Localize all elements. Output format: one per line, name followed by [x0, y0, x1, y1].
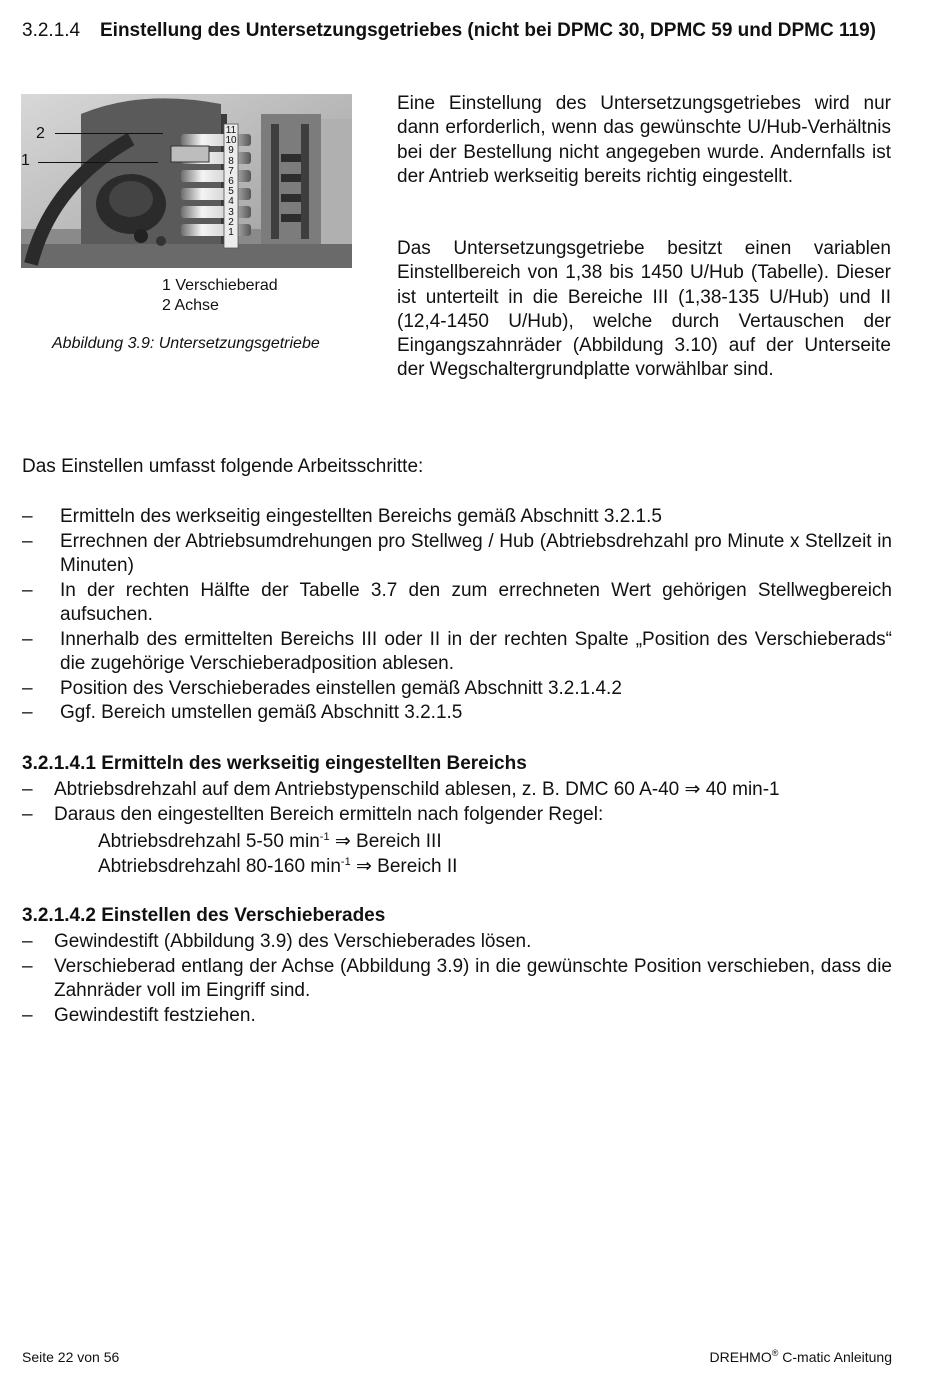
list-item: [22, 628, 892, 677]
list-dash: –: [22, 779, 33, 800]
callout-2-line: [55, 133, 163, 134]
figure-caption: Abbildung 3.9: Untersetzungsgetriebe: [52, 335, 320, 352]
list-dash: –: [22, 530, 33, 552]
list-dash: –: [22, 1004, 33, 1026]
list-item-text: Position des Verschieberades einstellen gemäß Abschnitt 3.2.1.4.2: [60, 677, 622, 699]
rule-1-text: Abtriebsdrehzahl 5-50 min: [98, 831, 320, 852]
list-item: [22, 778, 892, 803]
list-dash: –: [22, 803, 33, 825]
list-item: [22, 701, 892, 726]
figure-legend-2: 2 Achse: [162, 297, 219, 314]
section-number: 3.2.1.4: [22, 20, 81, 41]
rule-1-result: ⇒ Bereich III: [329, 831, 442, 852]
gearbox-photo: [21, 94, 352, 268]
list-item-text: Verschieberad entlang der Achse (Abbildung 3.9) in die gewünschte Position verschieben, dass die Zahnräder voll im Eingriff sind.: [54, 955, 892, 1001]
list-item-text: Ggf. Bereich umstellen gemäß Abschnitt 3.2.1.5: [60, 702, 463, 723]
footer-document-title: [710, 1349, 892, 1365]
section-heading: [22, 19, 897, 69]
list-item-text: Ermitteln des werkseitig eingestellten Bereichs gemäß Abschnitt 3.2.1.5: [60, 506, 662, 527]
section-title: Einstellung des Untersetzungsgetriebes (nicht bei DPMC 30, DPMC 59 und DPMC 119): [100, 20, 876, 41]
rule-range-ii: [98, 855, 698, 879]
callout-1-label: 1: [21, 152, 30, 169]
list-item: [22, 579, 892, 628]
list-item: [22, 505, 892, 530]
gearbox-illustration: [21, 94, 352, 268]
intro-paragraph-2: Das Untersetzungsgetriebe besitzt einen variablen Einstellbereich von 1,38 bis 1450 U/Hub (Tabelle). Dieser ist unterteilt in die Bereiche III (1,38-135 U/Hub) und II (12,4-1450 U/Hub), welche durch Vertauschen der Eingangszahnräder (Abbildung 3.10) auf der Unterseite der Wegschaltergrundplatte vorwählbar sind.: [397, 238, 891, 381]
rule-2-text: Abtriebsdrehzahl 80-160 min: [98, 856, 341, 877]
list-item: [22, 930, 892, 955]
rule-range-iii: [98, 830, 698, 854]
figure-legend-1: 1 Verschieberad: [162, 277, 278, 294]
list-item-text: Innerhalb des ermittelten Bereichs III oder II in der rechten Spalte „Position des Verschieberads“ die zugehörige Verschieberadposition ablesen.: [60, 628, 892, 674]
list-dash: –: [22, 506, 33, 527]
footer-registered-mark: ®: [771, 1348, 779, 1358]
list-dash: –: [22, 628, 33, 650]
list-item-text: Daraus den eingestellten Bereich ermitteln nach folgender Regel:: [54, 803, 604, 825]
list-item: [22, 803, 892, 828]
intro-paragraph-1: Eine Einstellung des Untersetzungsgetriebes wird nur dann erforderlich, wenn das gewünschte U/Hub-Verhältnis bei der Bestellung nicht angegeben wurde. Andernfalls ist der Antrieb werkseitig bereits richtig eingestellt.: [397, 93, 891, 187]
list-item: [22, 677, 892, 702]
subsection-1-list: [22, 778, 892, 827]
subsection-1-title: 3.2.1.4.1 Ermitteln des werkseitig eingestellten Bereichs: [22, 753, 527, 774]
footer-page-number: Seite 22 von 56: [22, 1349, 120, 1365]
callout-1-line: [38, 162, 158, 163]
list-dash: –: [22, 579, 33, 601]
rule-1-exponent: -1: [319, 831, 330, 843]
list-item-text: In der rechten Hälfte der Tabelle 3.7 den zum errechneten Wert gehörigen Stellwegbereich aufsuchen.: [60, 579, 892, 625]
list-item-text: Abtriebsdrehzahl auf dem Antriebstypenschild ablesen, z. B. DMC 60 A-40 ⇒ 40 min-1: [54, 779, 780, 800]
list-item: [22, 1004, 892, 1029]
list-item-text: Errechnen der Abtriebsumdrehungen pro Stellweg / Hub (Abtriebsdrehzahl pro Minute x Stellzeit in Minuten): [60, 530, 892, 576]
scale-numbers: 11 10 9 8 7 6 5 4 3 2 1: [225, 125, 237, 239]
footer-product: C-matic Anleitung: [778, 1349, 892, 1365]
list-dash: –: [22, 955, 33, 977]
list-item-text: Gewindestift (Abbildung 3.9) des Verschieberades lösen.: [54, 931, 532, 952]
steps-intro: Das Einstellen umfasst folgende Arbeitsschritte:: [22, 456, 424, 477]
subsection-2-list: [22, 930, 892, 1028]
footer-brand: DREHMO: [709, 1349, 772, 1365]
steps-list: [22, 505, 892, 726]
list-item: [22, 530, 892, 579]
callout-2-label: 2: [36, 125, 45, 142]
rule-2-result: ⇒ Bereich II: [350, 856, 458, 877]
list-dash: –: [22, 677, 33, 699]
subsection-2-title: 3.2.1.4.2 Einstellen des Verschieberades: [22, 905, 386, 926]
list-dash: –: [22, 931, 33, 952]
rule-2-exponent: -1: [340, 856, 351, 868]
list-item-text: Gewindestift festziehen.: [54, 1004, 256, 1026]
list-item: [22, 955, 892, 1004]
list-dash: –: [22, 702, 33, 723]
